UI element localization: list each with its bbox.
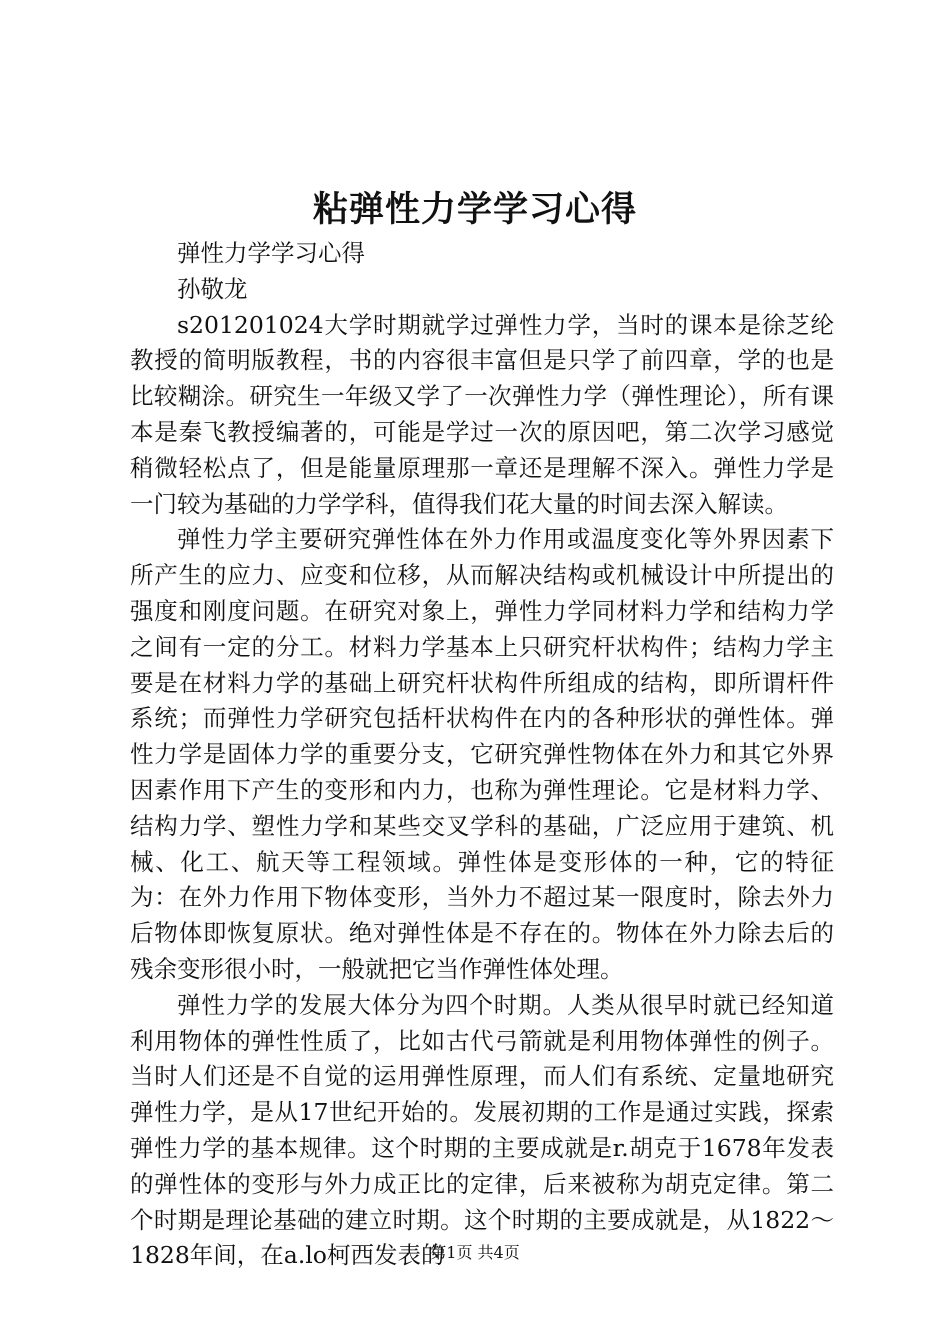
body-paragraph: 弹性力学主要研究弹性体在外力作用或温度变化等外界因素下所产生的应力、应变和位移，从而解决结构或机械设计中所提出的强度和刚度问题。在研究对象上，弹性力学同材料力学和结构力学之间有一定的分工。材料力学基本上只研究杆状构件；结构力学主要是在材料力学的基础上研究杆状构件所组成的结构，即所谓杆件系统；而弹性力学研究包括杆状构件在内的各种形状的弹性体。弹性力学是固体力学的重要分支，它研究弹性物体在外力和其它外界因素作用下产生的变形和内力，也称为弹性理论。它是材料力学、结构力学、塑性力学和某些交叉学科的基础，广泛应用于建筑、机械、化工、航天等工程领域。弹性体是变形体的一种，它的特征为：在外力作用下物体变形，当外力不超过某一限度时，除去外力后物体即恢复原状。绝对弹性体是不存在的。物体在外力除去后的残余变形很小时，一般就把它当作弹性体处理。 [130,525,834,983]
document-author: 孙敬龙 [177,274,248,303]
page-title: 粘弹性力学学习心得 [312,189,637,230]
page-number-footer: 第1页 共4页 [430,1243,520,1262]
body-paragraph: 弹性力学的发展大体分为四个时期。人类从很早时就已经知道利用物体的弹性性质了，比如古代弓箭就是利用物体弹性的例子。当时人们还是不自觉的运用弹性原理，而人们有系统、定量地研究弹性力学，是从17世纪开始的。发展初期的工作是通过实践，探索弹性力学的基本规律。这个时期的主要成就是r.胡克于1678年发表的弹性体的变形与外力成正比的定律，后来被称为胡克定律。第二个时期是理论基础的建立时期。这个时期的主要成就是，从1822～1828年间，在a.lo柯西发表的 [130,990,834,1270]
document-body [130,236,834,1274]
body-paragraph: s201201024大学时期就学过弹性力学，当时的课本是徐芝纶教授的简明版教程，书的内容很丰富但是只学了前四章，学的也是比较糊涂。研究生一年级又学了一次弹性力学（弹性理论），所有课本是秦飞教授编著的，可能是学过一次的原因吧，第二次学习感觉稍微轻松点了，但是能量原理那一章还是理解不深入。弹性力学是一门较为基础的力学学科，值得我们花大量的时间去深入解读。 [130,310,834,518]
document-subtitle: 弹性力学学习心得 [177,239,365,267]
